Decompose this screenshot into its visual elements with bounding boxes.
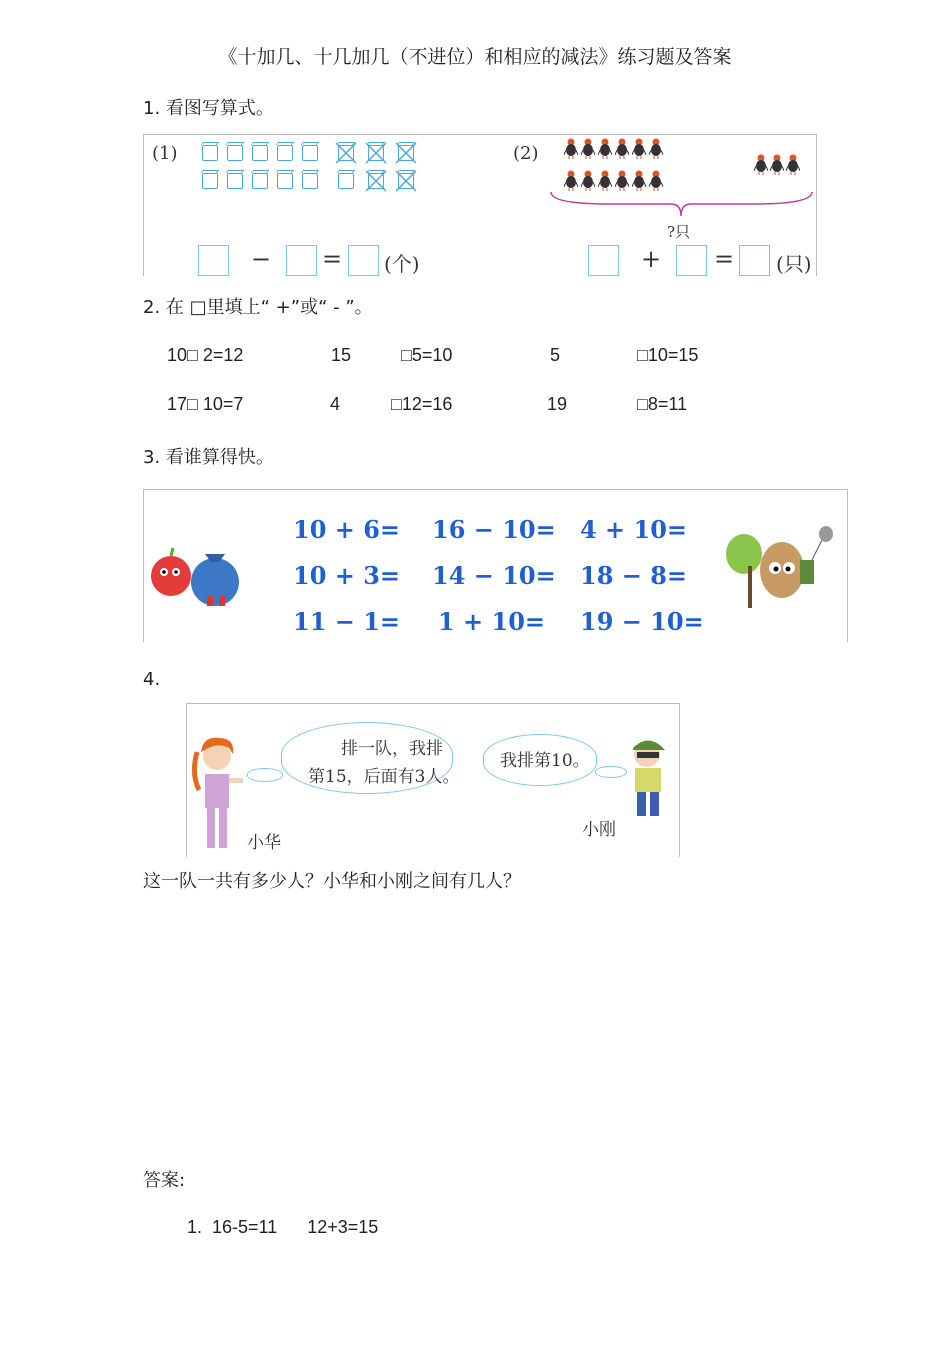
bird-icon xyxy=(598,169,612,191)
speech-tail xyxy=(595,766,627,778)
cube-icon xyxy=(277,145,293,161)
name-xiaohua: 小华 xyxy=(247,833,281,853)
q1-part2-label: (2) xyxy=(513,143,539,164)
girl-xiaohua-icon xyxy=(189,734,249,856)
q2-r2-c2: 4 xyxy=(330,394,341,414)
cube-icon xyxy=(252,145,268,161)
boy-xiaogang-icon xyxy=(627,734,671,824)
bird-icon xyxy=(649,169,663,191)
question-mark-label: ?只 xyxy=(667,223,691,241)
answer-box[interactable] xyxy=(198,245,229,276)
minus-sign: − xyxy=(251,245,272,273)
speech1-line2: 第15，后面有3人。 xyxy=(308,767,460,787)
cube-icon xyxy=(227,145,243,161)
speech1-line1: 排一队，我排 xyxy=(341,739,443,759)
cube-icon xyxy=(202,145,218,161)
cross-out-icon xyxy=(364,169,388,193)
speech2-text: 我排第10。 xyxy=(500,751,590,771)
q2-r2-c3: □12=16 xyxy=(391,394,453,414)
speech-tail xyxy=(247,768,283,782)
bird-icon xyxy=(786,153,800,175)
answers-heading: 答案: xyxy=(143,1170,186,1191)
cross-out-icon xyxy=(364,141,388,165)
q1-heading: 1. 看图写算式。 xyxy=(143,98,274,119)
cube-icon xyxy=(252,173,268,189)
q4-heading: 4. xyxy=(143,669,161,690)
q2-r1-c5: □10=15 xyxy=(637,345,699,365)
calc-r1-c1: 10 + 6= xyxy=(293,515,401,544)
calc-r2-c1: 10 + 3= xyxy=(293,561,401,590)
name-xiaogang: 小刚 xyxy=(582,820,616,840)
q1-figure-panel xyxy=(143,134,817,276)
q2-r1-c2: 15 xyxy=(331,345,352,365)
calc-r3-c1: 11 − 1= xyxy=(293,607,401,636)
q1-part1-label: (1) xyxy=(152,143,178,164)
calc-r2-c3: 18 − 8= xyxy=(580,561,688,590)
q4-panel xyxy=(186,703,680,857)
unit-label: (只) xyxy=(776,252,812,276)
answer-box[interactable] xyxy=(676,245,707,276)
cross-out-icon xyxy=(394,169,418,193)
bird-icon xyxy=(598,137,612,159)
answer-box[interactable] xyxy=(286,245,317,276)
calc-r3-c2: 1 + 10= xyxy=(438,607,546,636)
calc-r1-c3: 4 + 10= xyxy=(580,515,688,544)
apple-and-bag-icon xyxy=(149,542,244,608)
brace-icon xyxy=(549,190,814,220)
cross-out-icon xyxy=(334,141,358,165)
cube-icon xyxy=(277,173,293,189)
answer-box[interactable] xyxy=(739,245,770,276)
potato-character-icon xyxy=(722,526,837,610)
bird-icon xyxy=(754,153,768,175)
cube-icon xyxy=(338,173,354,189)
bird-icon xyxy=(581,169,595,191)
bird-icon xyxy=(770,153,784,175)
q2-r2-c5: □8=11 xyxy=(637,394,688,414)
cube-icon xyxy=(202,173,218,189)
q2-heading: 2. 在 □里填上“ +”或“ - ”。 xyxy=(143,297,373,318)
cube-icon xyxy=(302,145,318,161)
calc-r2-c2: 14 − 10= xyxy=(432,561,556,590)
bird-icon xyxy=(615,137,629,159)
answer-line-1: 1. 16-5=11 12+3=15 xyxy=(187,1217,379,1237)
bird-icon xyxy=(632,137,646,159)
q2-r2-c1: 17□ 10=7 xyxy=(167,394,244,414)
page-title: 《十加几、十几加几（不进位）和相应的减法》练习题及答案 xyxy=(218,46,732,68)
q3-heading: 3. 看谁算得快。 xyxy=(143,447,274,468)
bird-icon xyxy=(649,137,663,159)
bird-icon xyxy=(581,137,595,159)
bird-icon xyxy=(632,169,646,191)
q2-r1-c1: 10□ 2=12 xyxy=(167,345,244,365)
bird-icon xyxy=(615,169,629,191)
calc-r1-c2: 16 − 10= xyxy=(432,515,556,544)
q4-question: 这一队一共有多少人？小华和小刚之间有几人？ xyxy=(143,871,521,892)
cube-icon xyxy=(302,173,318,189)
q2-r1-c4: 5 xyxy=(550,345,561,365)
q2-r2-c4: 19 xyxy=(547,394,568,414)
answer-box[interactable] xyxy=(588,245,619,276)
equals-sign: = xyxy=(714,245,735,273)
bird-icon xyxy=(564,137,578,159)
plus-sign: + xyxy=(641,245,662,273)
calc-r3-c3: 19 − 10= xyxy=(580,607,704,636)
answer-box[interactable] xyxy=(348,245,379,276)
equals-sign: = xyxy=(322,245,343,273)
cross-out-icon xyxy=(394,141,418,165)
unit-label: (个) xyxy=(384,252,420,276)
q2-r1-c3: □5=10 xyxy=(401,345,453,365)
cube-icon xyxy=(227,173,243,189)
q3-panel xyxy=(143,489,848,642)
bird-icon xyxy=(564,169,578,191)
